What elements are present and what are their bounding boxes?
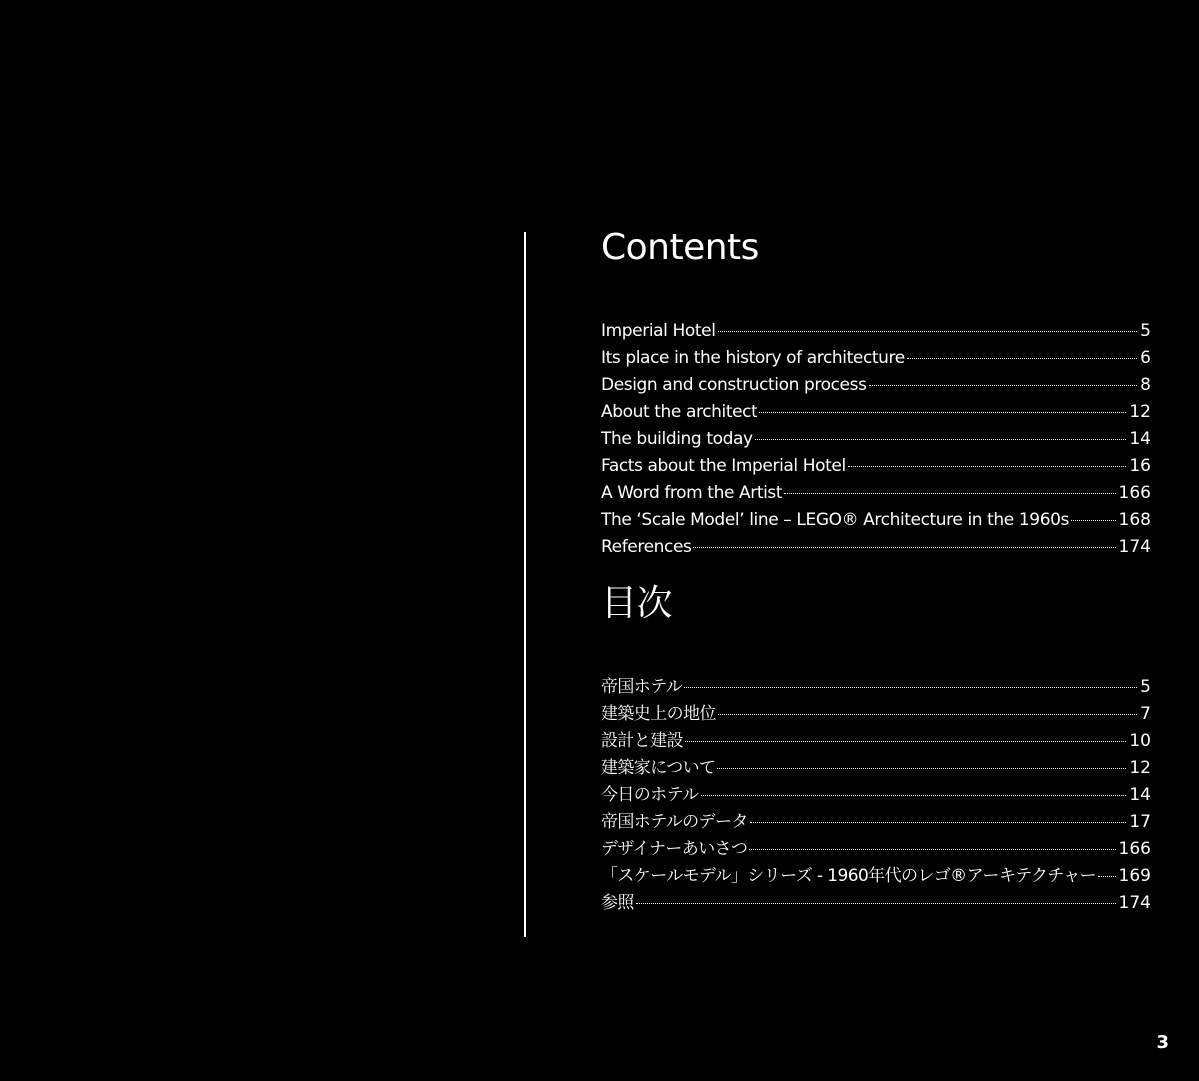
dot-leader [684,687,1137,688]
toc-entry-title: A Word from the Artist [601,483,783,503]
dot-leader [1098,876,1115,877]
dot-leader [718,714,1137,715]
toc-entry[interactable] [601,728,1151,755]
toc-entry-title: Its place in the history of architecture [601,348,905,368]
toc-entry-page: 174 [1118,893,1151,913]
toc-entry[interactable] [601,480,1151,507]
toc-entry-title: 帝国ホテル [601,677,683,697]
toc-entry-page: 16 [1129,456,1151,476]
toc-entry-title: References [601,537,692,557]
toc-entry-page: 5 [1140,677,1151,697]
dot-leader [636,903,1116,904]
dot-leader [750,822,1127,823]
toc-entry[interactable] [601,836,1151,863]
toc-entry-page: 5 [1140,321,1151,341]
toc-entry-page: 168 [1118,510,1151,530]
toc-entry-title: 今日のホテル [601,785,699,805]
contents-list-japanese [601,674,1151,917]
toc-entry-page: 166 [1118,483,1151,503]
toc-entry-title: 参照 [601,893,634,913]
toc-entry-title: Design and construction process [601,375,867,395]
toc-entry-title: 建築史上の地位 [601,704,716,724]
dot-leader [693,547,1115,548]
toc-entry-page: 166 [1118,839,1151,859]
dot-leader [755,439,1127,440]
toc-entry-page: 14 [1129,429,1151,449]
toc-entry[interactable] [601,453,1151,480]
toc-entry-title: Imperial Hotel [601,321,716,341]
contents-heading-japanese: 目次 [601,583,673,624]
dot-leader [718,331,1138,332]
contents-list-english [601,318,1151,561]
toc-entry[interactable] [601,701,1151,728]
contents-heading: Contents [601,227,759,268]
toc-entry[interactable] [601,863,1151,890]
toc-entry-title: 「スケールモデル」シリーズ - 1960年代のレゴ®アーキテクチャー [601,866,1097,886]
vertical-divider [524,232,526,937]
toc-entry-title: Facts about the Imperial Hotel [601,456,846,476]
dot-leader [701,795,1127,796]
toc-entry-page: 12 [1129,402,1151,422]
toc-entry[interactable] [601,782,1151,809]
dot-leader [717,768,1126,769]
toc-entry[interactable] [601,809,1151,836]
toc-entry-title: 建築家について [601,758,716,778]
toc-entry[interactable] [601,372,1151,399]
dot-leader [784,493,1115,494]
toc-entry-page: 6 [1140,348,1151,368]
toc-entry-page: 7 [1140,704,1151,724]
toc-entry-title: 設計と建設 [601,731,683,751]
toc-entry-title: 帝国ホテルのデータ [601,812,748,832]
dot-leader [759,412,1126,413]
dot-leader [749,849,1115,850]
toc-entry[interactable] [601,674,1151,701]
dot-leader [869,385,1138,386]
dot-leader [907,358,1137,359]
toc-entry[interactable] [601,318,1151,345]
dot-leader [685,741,1126,742]
toc-entry-page: 10 [1129,731,1151,751]
toc-entry[interactable] [601,755,1151,782]
toc-entry[interactable] [601,399,1151,426]
toc-entry-title: The building today [601,429,753,449]
toc-entry-page: 12 [1129,758,1151,778]
toc-entry-title: The ‘Scale Model’ line – LEGO® Architecture in the 1960s [601,510,1069,530]
toc-entry[interactable] [601,345,1151,372]
toc-entry[interactable] [601,426,1151,453]
toc-entry[interactable] [601,534,1151,561]
toc-entry-page: 8 [1140,375,1151,395]
toc-entry[interactable] [601,507,1151,534]
toc-entry-title: About the architect [601,402,758,422]
toc-entry[interactable] [601,890,1151,917]
page-number: 3 [1156,1032,1169,1053]
dot-leader [848,466,1127,467]
toc-entry-page: 174 [1118,537,1151,557]
toc-entry-title: デザイナーあいさつ [601,839,748,859]
toc-entry-page: 14 [1129,785,1151,805]
dot-leader [1071,520,1116,521]
contents-japanese [601,582,1151,917]
toc-entry-page: 169 [1118,866,1151,886]
contents-english [601,226,1151,561]
toc-entry-page: 17 [1129,812,1151,832]
